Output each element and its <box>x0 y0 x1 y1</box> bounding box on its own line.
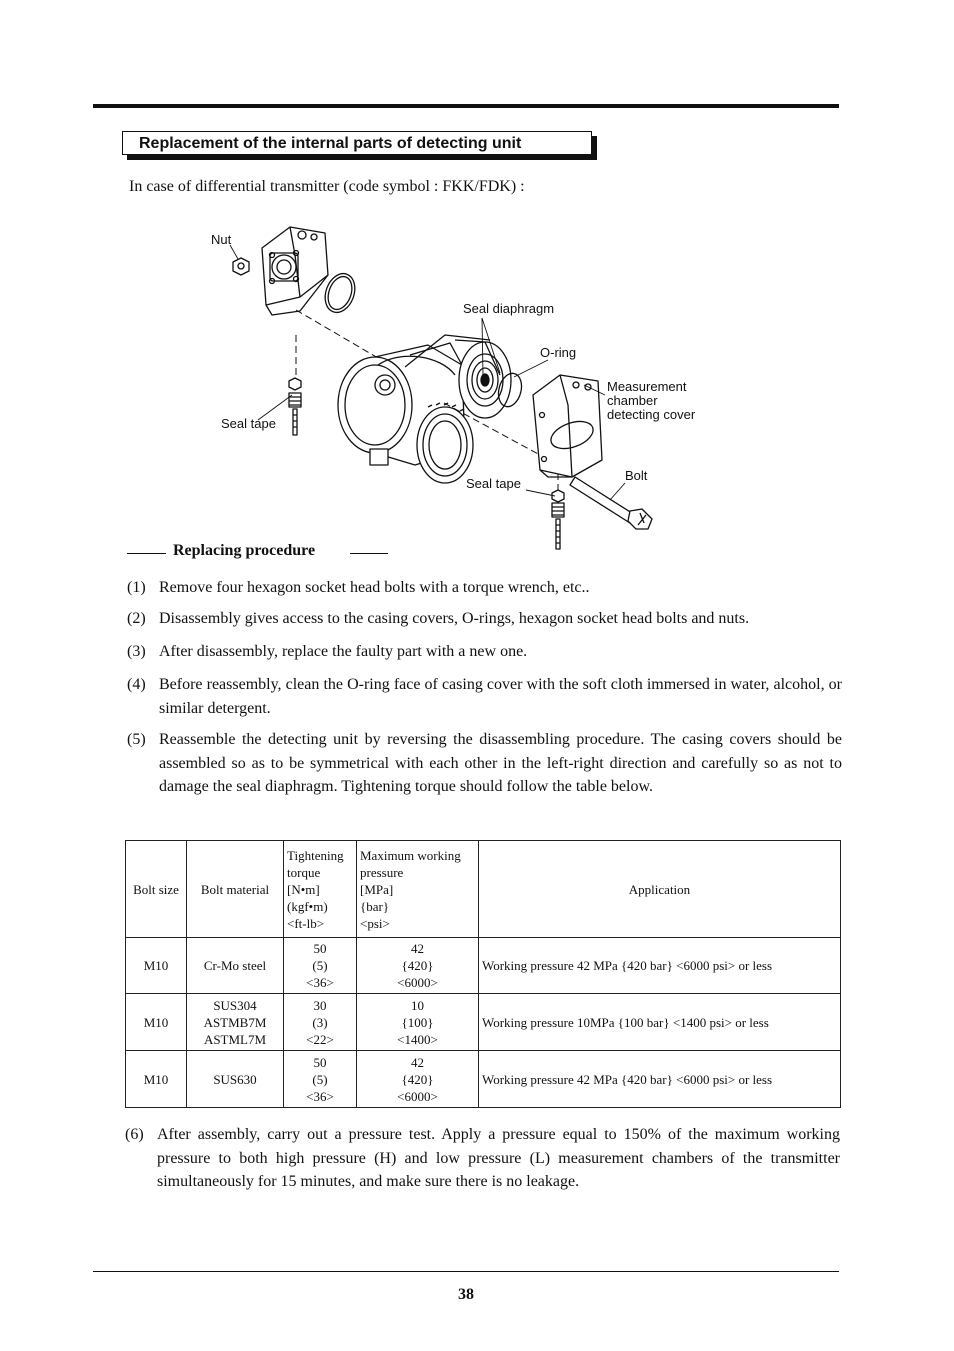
torque-line: 50 <box>313 941 327 956</box>
header-bolt-size: Bolt size <box>126 841 187 938</box>
step-number: (5) <box>127 731 146 748</box>
pressure-line: {100} <box>401 1014 434 1030</box>
cell-bolt-material <box>187 994 284 1051</box>
pressure-line: {420} <box>401 1071 434 1087</box>
cell-application: Working pressure 10MPa {100 bar} <1400 psi> or less <box>479 994 841 1051</box>
label-seal-diaphragm: Seal diaphragm <box>463 301 555 316</box>
top-rule <box>93 104 839 108</box>
step-text: Disassembly gives access to the casing covers, O-rings, hexagon socket head bolts and nuts. <box>159 610 750 627</box>
cell-bolt-material <box>187 1051 284 1108</box>
step-text: Reassemble the detecting unit by reversing the disassembling procedure. The casing covers should be assembled so as to be symmetrical with each other in the left-right direction and carefully so as not to damage the seal diaphragm. Tightening torque should follow the table below. <box>159 731 842 795</box>
right-cover <box>533 375 602 477</box>
header-torque <box>284 841 357 938</box>
nut-part <box>233 258 249 275</box>
pressure-line: <1400> <box>397 1031 438 1047</box>
page-number: 38 <box>458 1286 474 1303</box>
pressure-line: <6000> <box>397 1088 438 1104</box>
label-measurement-line1: Measurement <box>607 379 687 394</box>
step-text: Remove four hexagon socket head bolts with a torque wrench, etc.. <box>159 579 590 596</box>
table-row <box>126 1051 841 1108</box>
step-text: Before reassembly, clean the O-ring face of casing cover with the soft cloth immersed in water, alcohol, or similar detergent. <box>159 676 842 717</box>
cell-pressure <box>357 994 479 1051</box>
step-number: (4) <box>127 676 146 693</box>
pressure-line: <6000> <box>397 975 438 990</box>
cell-application: Working pressure 42 MPa {420 bar} <6000 psi> or less <box>479 938 841 994</box>
torque-line: <36> <box>306 975 334 990</box>
cell-pressure <box>357 938 479 994</box>
transmitter-body <box>338 335 511 483</box>
procedure-heading <box>127 542 390 564</box>
step-number: (2) <box>127 610 146 627</box>
cell-torque <box>284 994 357 1051</box>
header-torque-line: torque <box>287 864 321 880</box>
step-1 <box>127 576 842 600</box>
header-torque-line: [N•m] <box>287 881 320 897</box>
header-pressure-line: Maximum working <box>360 847 461 863</box>
left-bolt-assembly <box>289 378 301 435</box>
label-seal-tape-left: Seal tape <box>221 416 276 431</box>
table-row <box>126 938 841 994</box>
cell-bolt-size: M10 <box>126 1051 187 1108</box>
label-seal-tape-right: Seal tape <box>466 476 521 491</box>
header-pressure-line: {bar} <box>360 898 390 914</box>
label-measurement-chamber <box>607 380 695 422</box>
step-number: (1) <box>127 579 146 596</box>
header-torque-line: Tightening <box>287 847 344 863</box>
pressure-line: 42 <box>411 941 424 956</box>
cell-bolt-material <box>187 938 284 994</box>
pressure-line: {420} <box>401 958 434 973</box>
cell-torque <box>284 938 357 994</box>
torque-line: (5) <box>312 1071 328 1087</box>
header-torque-line: (kgf•m) <box>287 898 328 914</box>
torque-line: <36> <box>306 1088 334 1104</box>
intro-text: In case of differential transmitter (code symbol : FKK/FDK) : <box>129 178 525 195</box>
table-header-row <box>126 841 841 938</box>
step-text: After assembly, carry out a pressure test. Apply a pressure equal to 150% of the maximum working pressure to both high pressure (H) and low pressure (L) measurement chambers of the transmitter simultaneously for 15 minutes, and make sure there is no leakage. <box>157 1126 840 1190</box>
cell-application: Working pressure 42 MPa {420 bar} <6000 psi> or less <box>479 1051 841 1108</box>
material-line: SUS630 <box>213 1071 257 1087</box>
label-o-ring: O-ring <box>540 345 577 360</box>
label-measurement-line2: chamber <box>607 393 658 408</box>
table-row <box>126 994 841 1051</box>
torque-table <box>125 840 841 1108</box>
right-long-bolt <box>570 477 652 529</box>
cell-bolt-size: M10 <box>126 938 187 994</box>
label-bolt: Bolt <box>625 468 648 483</box>
cell-bolt-size: M10 <box>126 994 187 1051</box>
torque-line: 30 <box>313 997 327 1013</box>
material-line: ASTMB7M <box>203 1014 267 1030</box>
header-pressure-line: pressure <box>360 864 404 880</box>
step-number: (6) <box>125 1126 144 1143</box>
material-line: SUS304 <box>213 997 257 1013</box>
pressure-line: 10 <box>411 997 424 1013</box>
material-line: ASTML7M <box>203 1031 267 1047</box>
right-bolt-assembly <box>552 490 564 549</box>
torque-line: <22> <box>306 1031 334 1047</box>
material-line: Cr-Mo steel <box>203 958 267 973</box>
step-text: After disassembly, replace the faulty part with a new one. <box>159 643 528 660</box>
header-application: Application <box>479 841 841 938</box>
step-6 <box>125 1123 840 1194</box>
left-cover <box>262 227 328 315</box>
header-bolt-material: Bolt material <box>187 841 284 938</box>
header-torque-line: <ft-lb> <box>287 915 325 931</box>
step-2 <box>127 607 842 631</box>
step-4 <box>127 673 842 720</box>
bottom-rule <box>93 1271 839 1272</box>
heading-dash-right <box>350 553 388 554</box>
pressure-line: 42 <box>411 1054 424 1070</box>
header-pressure <box>357 841 479 938</box>
exploded-view-figure <box>200 215 720 560</box>
torque-line: (5) <box>312 958 328 973</box>
header-pressure-line: <psi> <box>360 915 390 931</box>
torque-line: (3) <box>312 1014 328 1030</box>
section-title: Replacement of the internal parts of detecting unit <box>122 131 592 155</box>
torque-line: 50 <box>313 1054 327 1070</box>
cell-pressure <box>357 1051 479 1108</box>
label-measurement-line3: detecting cover <box>607 407 696 422</box>
heading-dash-left <box>127 553 166 554</box>
procedure-heading-text: Replacing procedure <box>173 542 316 559</box>
step-3 <box>127 640 842 664</box>
header-pressure-line: [MPa] <box>360 881 394 897</box>
label-nut: Nut <box>211 232 232 247</box>
cell-torque <box>284 1051 357 1108</box>
step-number: (3) <box>127 643 146 660</box>
step-5 <box>127 728 842 799</box>
